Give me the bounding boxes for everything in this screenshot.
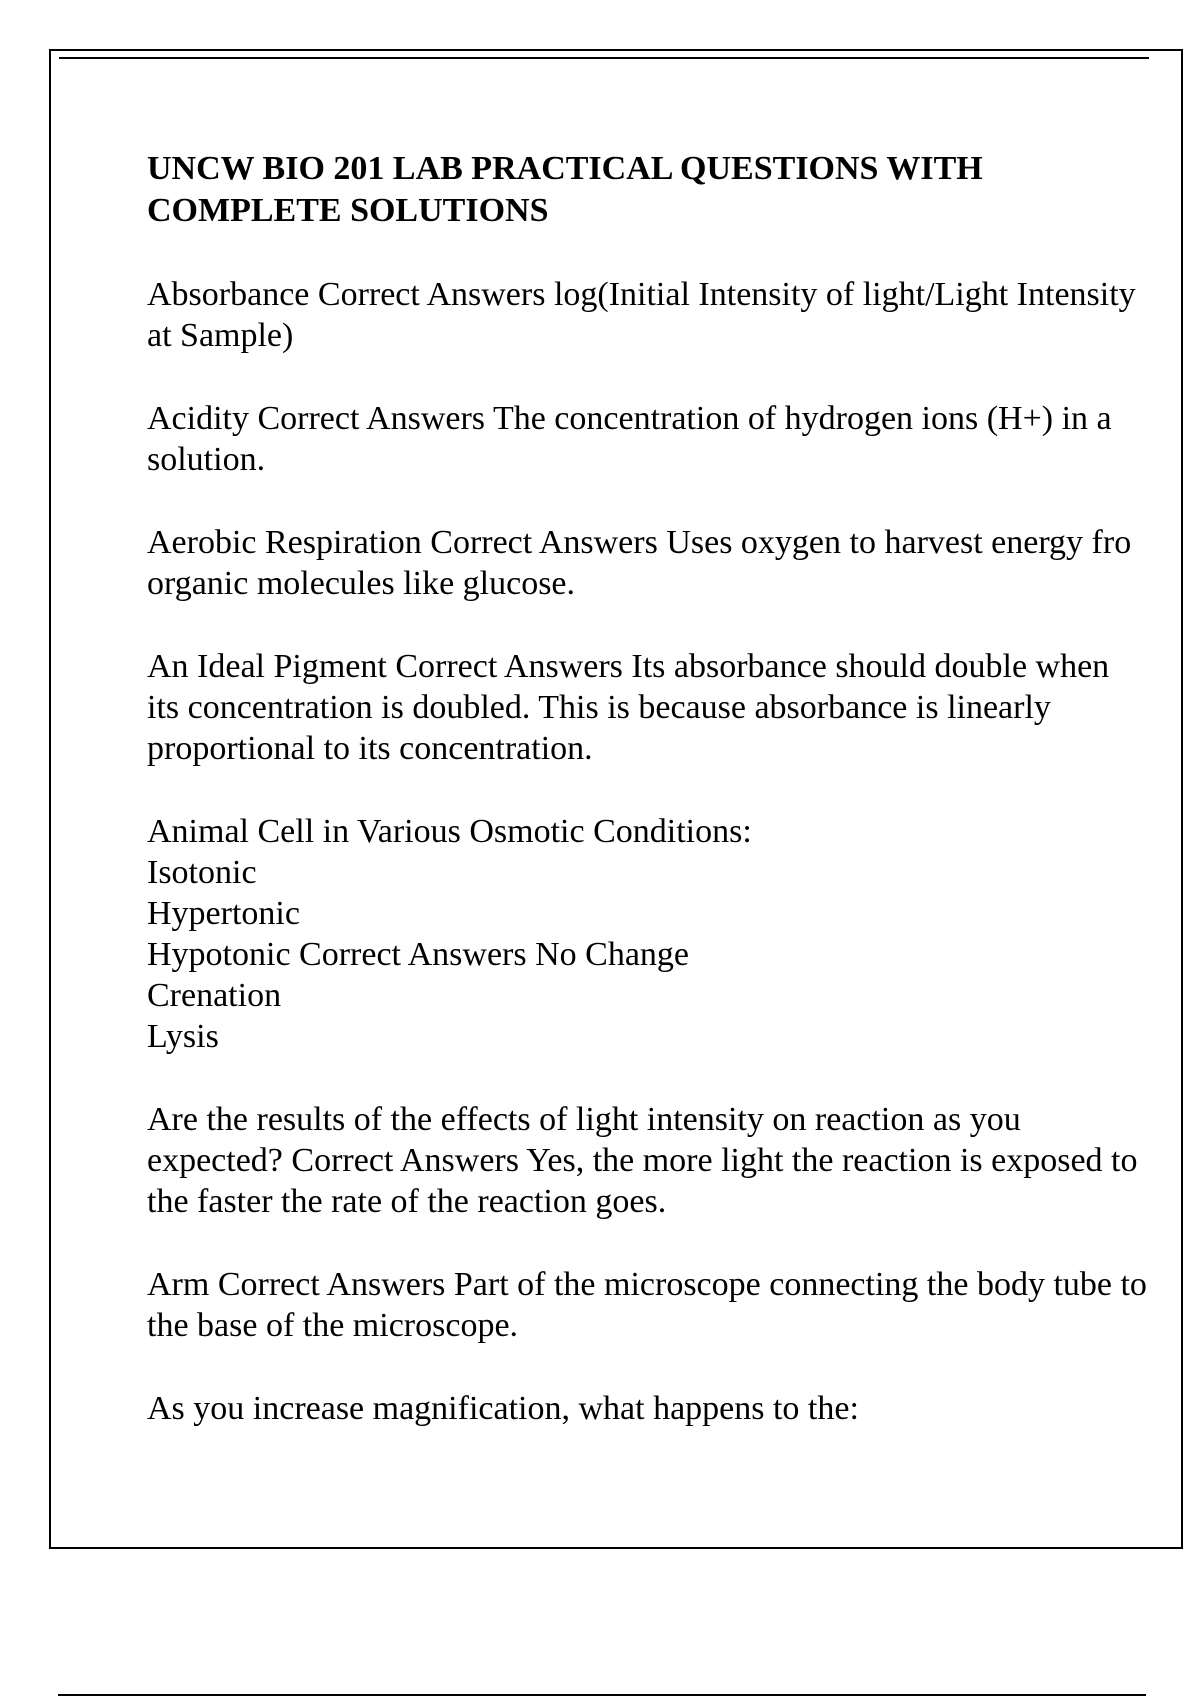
entry-osmotic-conditions xyxy=(147,811,1147,1057)
entry-light-intensity-results xyxy=(147,1099,1147,1222)
entry-ideal-pigment xyxy=(147,646,1147,769)
entry-separator: Correct Answers xyxy=(317,276,546,313)
entry-answer: Part of the microscope connecting the body tube to the base of the microscope. xyxy=(147,1266,1147,1344)
entry-term: Arm xyxy=(147,1266,210,1303)
entry-separator: Correct Answers xyxy=(395,648,623,685)
bottom-rule xyxy=(58,1694,1146,1696)
entry-separator: Correct Answers xyxy=(430,524,658,561)
entry-term: Animal Cell in Various Osmotic Conditions: Isotonic Hypertonic Hypotonic xyxy=(147,813,752,973)
entry-separator: Correct Answers xyxy=(299,936,527,973)
entry-term: Aerobic Respiration xyxy=(147,524,422,561)
top-rule xyxy=(59,57,1149,59)
entry-answer: Its absorbance should double when its concentration is doubled. This is because absorbance is linearly proportional to its concentration. xyxy=(147,648,1110,767)
document-title: UNCW BIO 201 LAB PRACTICAL QUESTIONS WITH COMPLETE SOLUTIONS xyxy=(147,150,983,229)
entry-term: Absorbance xyxy=(147,276,310,313)
entry-answer: log(Initial Intensity of light/Light Intensity at Sample) xyxy=(147,276,1136,354)
entry-separator: Correct Answers xyxy=(257,400,486,437)
entry-term: Are the results of the effects of light intensity on reaction as you expected? xyxy=(147,1101,1021,1179)
entry-answer: Yes, the more light the reaction is exposed to the faster the rate of the reaction goes. xyxy=(147,1142,1138,1220)
entry-answer: The concentration of hydrogen ions (H+) in a solution. xyxy=(147,400,1112,478)
entry-answer: Uses oxygen to harvest energy fro organic molecules like glucose. xyxy=(147,524,1132,602)
entry-separator: Correct Answers xyxy=(217,1266,446,1303)
entry-answer: No Change Crenation Lysis xyxy=(147,936,690,1055)
entry-separator: Correct Answers xyxy=(291,1142,519,1179)
entry-aerobic-respiration xyxy=(147,522,1147,604)
entry-arm xyxy=(147,1264,1147,1346)
entry-term: Acidity xyxy=(147,400,249,437)
entry-absorbance xyxy=(147,274,1147,356)
entry-acidity xyxy=(147,398,1147,480)
entry-term: An Ideal Pigment xyxy=(147,648,387,685)
trailing-question: As you increase magnification, what happens to the: xyxy=(147,1390,859,1427)
document-content xyxy=(147,148,1147,1471)
page-frame xyxy=(49,49,1183,1549)
